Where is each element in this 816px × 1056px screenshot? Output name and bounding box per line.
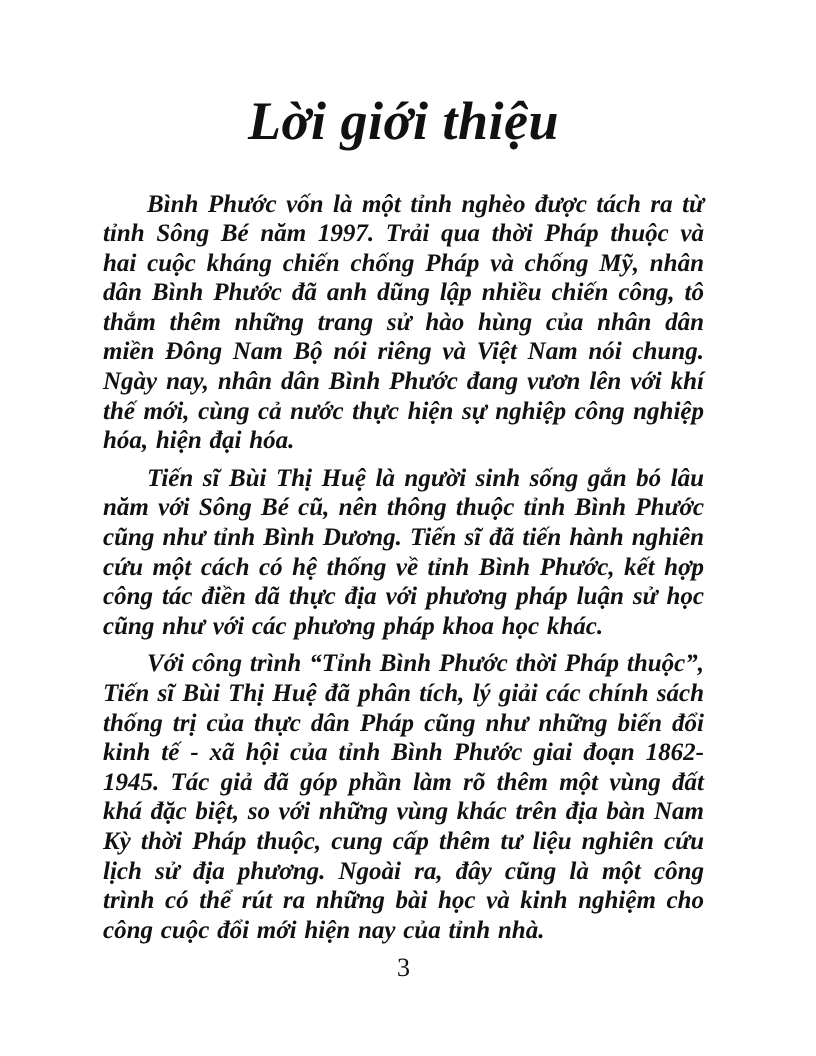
- paragraph-intro-binh-phuoc: Bình Phước vốn là một tỉnh nghèo được tách ra từ tỉnh Sông Bé năm 1997. Trải qua thời Pháp thuộc và hai cuộc kháng chiến chống Pháp và chống Mỹ, nhân dân Bình Phước đã anh dũng lập nhiều chiến công, tô thắm thêm những trang sử hào hùng của nhân dân miền Đông Nam Bộ nói riêng và Việt Nam nói chung. Ngày nay, nhân dân Bình Phước đang vươn lên với khí thế mới, cùng cả nước thực hiện sự nghiệp công nghiệp hóa, hiện đại hóa.: [103, 190, 704, 455]
- page-number: 3: [397, 953, 410, 983]
- page-title: Lời giới thiệu: [248, 91, 559, 151]
- page-body: [103, 190, 704, 946]
- paragraph-author-background: Tiến sĩ Bùi Thị Huệ là người sinh sống gắn bó lâu năm với Sông Bé cũ, nên thông thuộc tỉnh Bình Phước cũng như tỉnh Bình Dương. Tiến sĩ đã tiến hành nghiên cứu một cách có hệ thống về tỉnh Bình Phước, kết hợp công tác điền dã thực địa với phương pháp luận sử học cũng như với các phương pháp khoa học khác.: [103, 464, 704, 640]
- paragraph-work-summary: Với công trình “Tỉnh Bình Phước thời Pháp thuộc”, Tiến sĩ Bùi Thị Huệ đã phân tích, lý giải các chính sách thống trị của thực dân Pháp cũng như những biến đổi kinh tế - xã hội của tỉnh Bình Phước giai đoạn 1862-1945. Tác giả đã góp phần làm rõ thêm một vùng đất khá đặc biệt, so với những vùng khác trên địa bàn Nam Kỳ thời Pháp thuộc, cung cấp thêm tư liệu nghiên cứu lịch sử địa phương. Ngoài ra, đây cũng là một công trình có thể rút ra những bài học và kinh nghiệm cho công cuộc đổi mới hiện nay của tỉnh nhà.: [103, 650, 704, 944]
